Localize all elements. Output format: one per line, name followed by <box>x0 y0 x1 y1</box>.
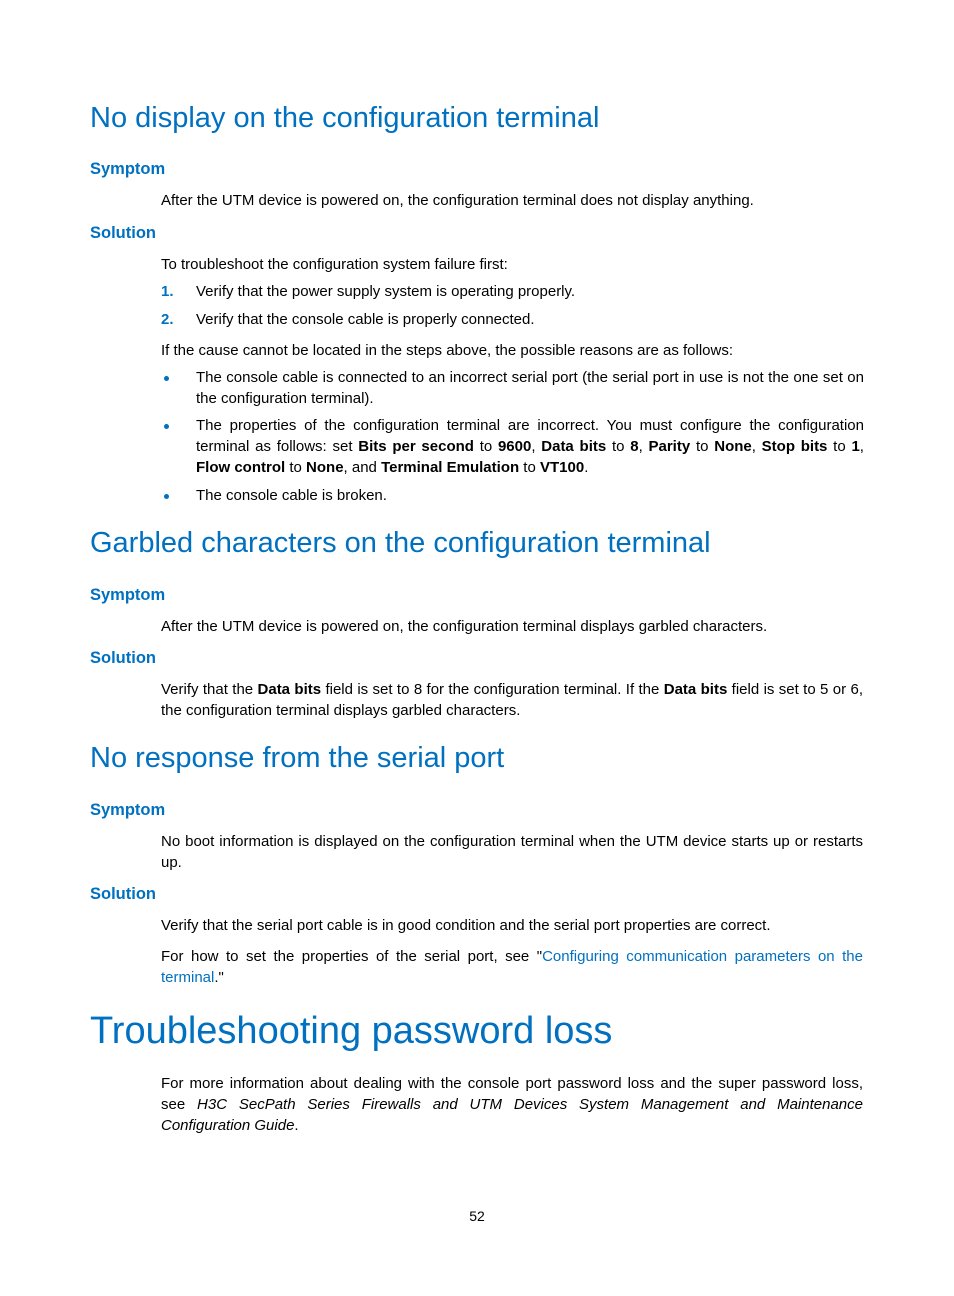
symptom-text: After the UTM device is powered on, the configuration terminal does not display anything. <box>161 192 754 209</box>
guide-title: H3C SecPath Series Firewalls and UTM Devices System Management and Maintenance Configuration Guide <box>161 1096 863 1134</box>
step-number: 2. <box>161 311 174 328</box>
section-title: No display on the configuration terminal <box>90 102 600 134</box>
bullet-text: The console cable is connected to an incorrect serial port (the serial port in use is not the one set on the configuration terminal). <box>196 369 864 407</box>
cause-intro: If the cause cannot be located in the steps above, the possible reasons are as follows: <box>161 342 734 359</box>
bullet-icon <box>164 376 169 381</box>
body-text: For more information about dealing with the console port password loss and the super password loss, see H3C SecPath Series Firewalls and UTM Devices System Management and Maintenance Configuration Guide. <box>161 1075 863 1134</box>
solution-heading: Solution <box>90 224 156 242</box>
solution-text: Verify that the Data bits field is set to 8 for the configuration terminal. If the Data bits field is set to 5 or 6, the configuration terminal displays garbled characters. <box>161 681 863 719</box>
section-title: No response from the serial port <box>90 742 505 774</box>
symptom-text: After the UTM device is powered on, the configuration terminal displays garbled characters. <box>161 618 768 635</box>
page-number: 52 <box>469 1208 485 1224</box>
solution-heading: Solution <box>90 885 156 903</box>
solution-intro: To troubleshoot the configuration system failure first: <box>161 256 508 273</box>
solution-text: Verify that the serial port cable is in good condition and the serial port properties are correct. <box>161 917 771 934</box>
symptom-heading: Symptom <box>90 160 166 178</box>
symptom-heading: Symptom <box>90 801 166 819</box>
symptom-text: No boot information is displayed on the configuration terminal when the UTM device starts up or restarts up. <box>161 833 863 871</box>
bullet-text: The console cable is broken. <box>196 487 387 504</box>
step-text: Verify that the power supply system is operating properly. <box>196 283 576 300</box>
section-title: Garbled characters on the configuration terminal <box>90 527 711 559</box>
chapter-title: Troubleshooting password loss <box>90 1010 613 1052</box>
cross-reference-link[interactable]: Configuring communication parameters on the terminal <box>161 948 863 986</box>
bullet-icon <box>164 494 169 499</box>
step-text: Verify that the console cable is properly connected. <box>196 311 535 328</box>
bullet-icon <box>164 424 169 429</box>
see-also-text: For how to set the properties of the serial port, see "Configuring communication parameters on the terminal." <box>161 948 863 986</box>
step-number: 1. <box>161 283 174 300</box>
solution-heading: Solution <box>90 649 156 667</box>
symptom-heading: Symptom <box>90 586 166 604</box>
bullet-text: The properties of the configuration terminal are incorrect. You must configure the configuration terminal as follows: set Bits per second to 9600, Data bits to 8, Parity to None, Stop bits to 1, Flow control to None, and Terminal Emulation to VT100. <box>196 417 864 476</box>
